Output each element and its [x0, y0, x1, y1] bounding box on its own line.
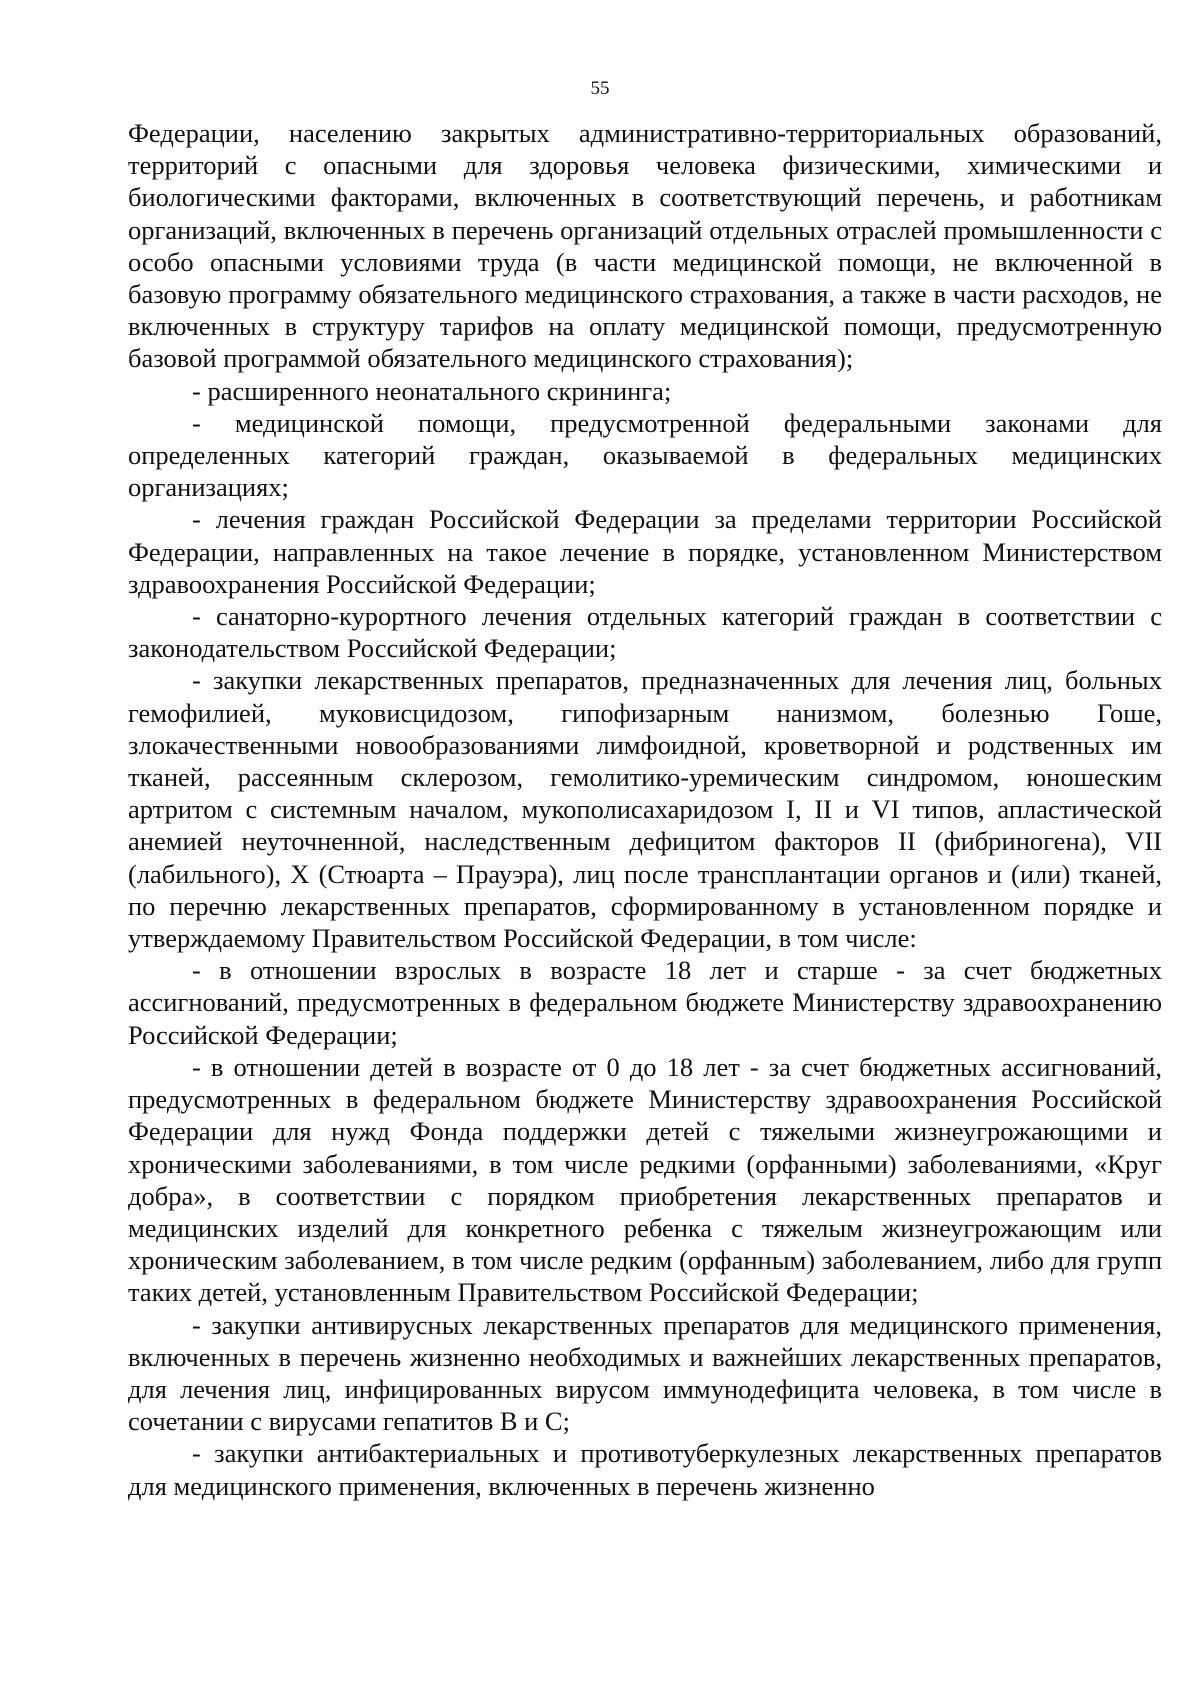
page-number: 55	[590, 78, 610, 99]
list-item-adults: - в отношении взрослых в возрасте 18 лет и старше - за счет бюджетных ассигнований, предусмотренных в федеральном бюджете Министерству здравоохранению Российской Федерации;	[128, 955, 1162, 1050]
list-item-antibacterial-procurement: - закупки антибактериальных и противотуберкулезных лекарственных препаратов для медицинского применения, включенных в перечень жизненно	[128, 1438, 1162, 1501]
list-item-antiviral-procurement: - закупки антивирусных лекарственных препаратов для медицинского применения, включенных в перечень жизненно необходимых и важнейших лекарственных препаратов, для лечения лиц, инфицированных вирусом иммунодефицита человека, в том числе в сочетании с вирусами гепатитов B и C;	[128, 1309, 1162, 1437]
list-item-neonatal-screening: - расширенного неонатального скрининга;	[192, 375, 672, 406]
document-body	[128, 117, 1162, 1502]
list-item-drug-procurement: - закупки лекарственных препаратов, предназначенных для лечения лиц, больных гемофилией, муковисцидозом, гипофизарным нанизмом, болезнью Гоше, злокачественными новообразованиями лимфоидной, кроветворной и родственных им тканей, рассеянным склерозом, гемолитико-уремическим синдромом, юношеским артритом с системным началом, мукополисахаридозом I, II и VI типов, апластической анемией неуточненной, наследственным дефицитом факторов II (фибриногена), VII (лабильного), X (Стюарта – Прауэра), лиц после трансплантации органов и (или) тканей, по перечню лекарственных препаратов, сформированному в установленном порядке и утверждаемому Правительством Российской Федерации, в том числе:	[128, 665, 1162, 954]
list-item-treatment-abroad: - лечения граждан Российской Федерации за пределами территории Российской Федерации, направленных на такое лечение в порядке, установленном Министерством здравоохранения Российской Федерации;	[128, 504, 1162, 599]
paragraph-continuation: Федерации, населению закрытых административно-территориальных образований, территорий с опасными для здоровья человека физическими, химическими и биологическими факторами, включенных в соответствующий перечень, и работникам организаций, включенных в перечень организаций отдельных отраслей промышленности с особо опасными условиями труда (в части медицинской помощи, не включенной в базовую программу обязательного медицинского страхования, а также в части расходов, не включенных в структуру тарифов на оплату медицинской помощи, предусмотренную базовой программой обязательного медицинского страхования);	[128, 118, 1162, 374]
list-item-federal-medical-care: - медицинской помощи, предусмотренной федеральными законами для определенных категорий граждан, оказываемой в федеральных медицинских организациях;	[128, 407, 1162, 503]
list-item-children: - в отношении детей в возрасте от 0 до 18 лет - за счет бюджетных ассигнований, предусмотренных в федеральном бюджете Министерству здравоохранения Российской Федерации для нужд Фонда поддержки детей с тяжелыми жизнеугрожающими и хроническими заболеваниями, в том числе редкими (орфанными) заболеваниями, «Круг добра», в соответствии с порядком приобретения лекарственных препаратов и медицинских изделий для конкретного ребенка с тяжелым жизнеугрожающим или хроническим заболеванием, в том числе редким (орфанным) заболеванием, либо для групп таких детей, установленным Правительством Российской Федерации;	[128, 1051, 1162, 1308]
list-item-sanatorium-treatment: - санаторно-курортного лечения отдельных категорий граждан в соответствии с законодательством Российской Федерации;	[128, 601, 1162, 664]
